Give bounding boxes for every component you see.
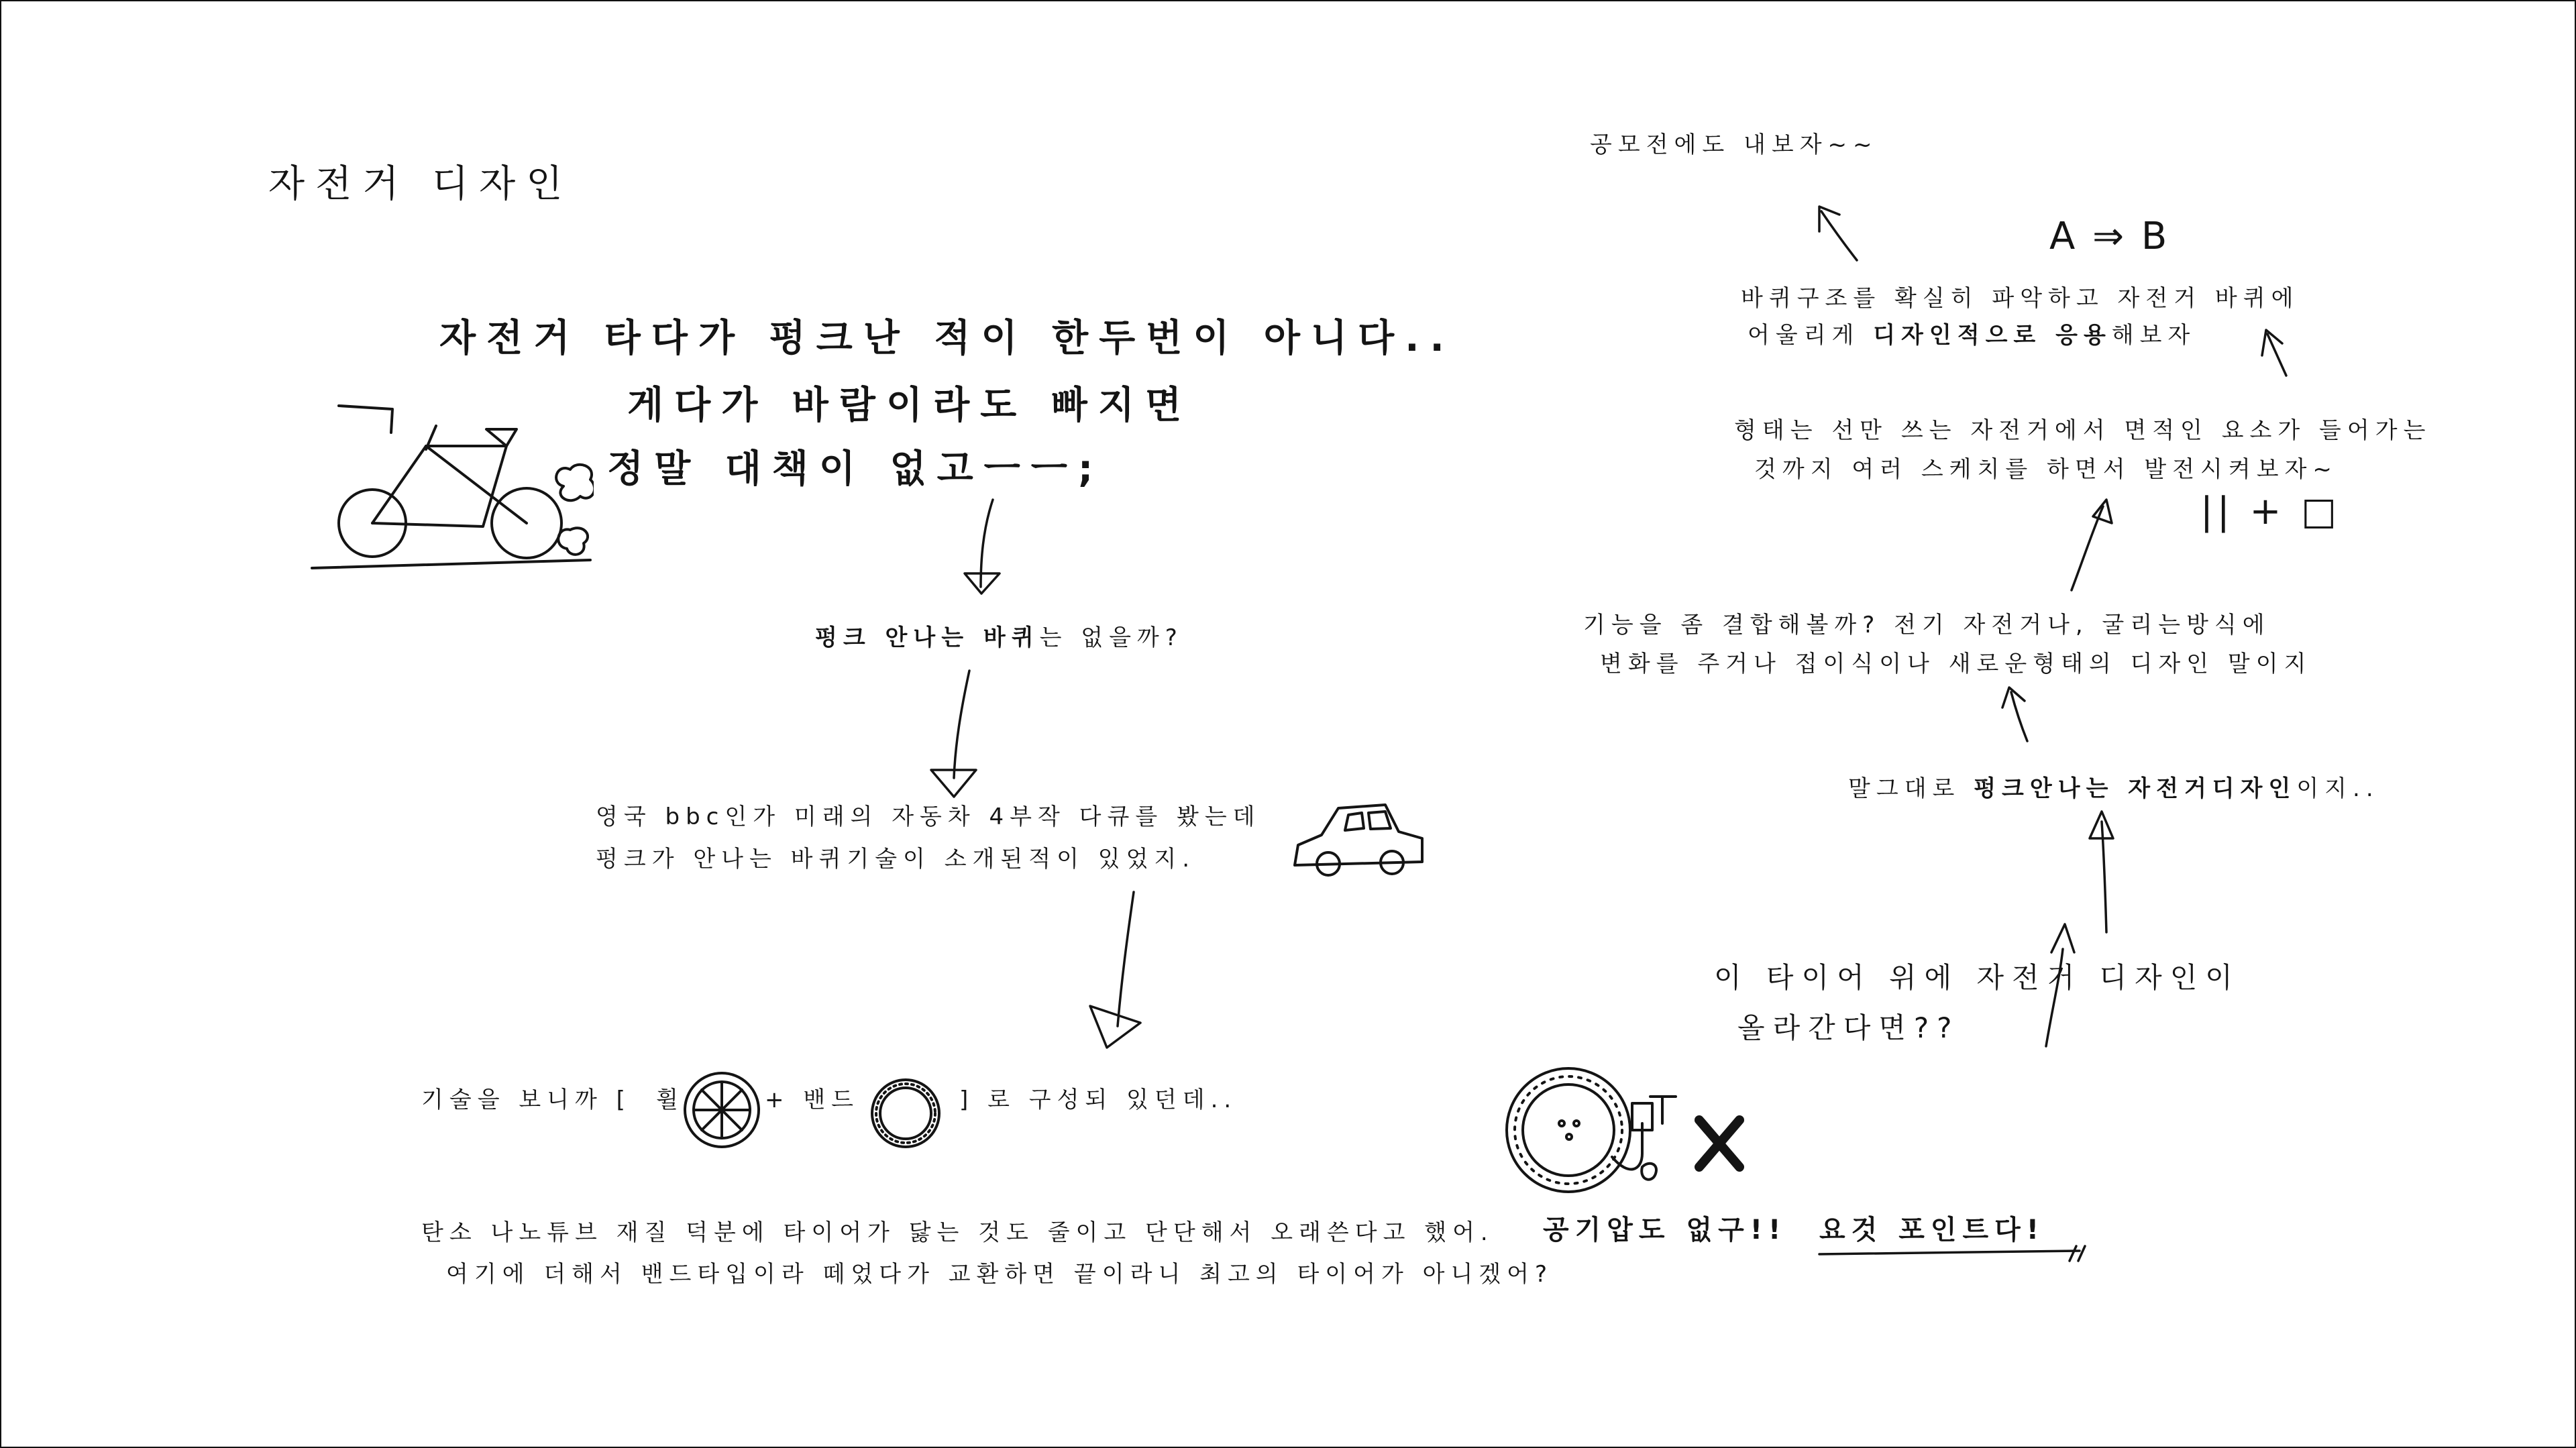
tech-wheel-label: 휠 <box>656 1087 684 1113</box>
tech-plus-band: + 밴드 <box>765 1087 859 1113</box>
intro-line-2: 게다가 바람이라도 빠지면 <box>627 384 1193 427</box>
arrow-function-to-form <box>2002 687 2027 741</box>
documentary-line-1: 영국 bbc인가 미래의 자동차 4부작 다큐를 봤는데 <box>596 803 1261 830</box>
structure-emphasis: 디자인적으로 응용 <box>1873 322 2112 349</box>
arrow-question-to-documentary <box>931 671 976 797</box>
carbon-line-1: 탄소 나노튜브 재질 덕분에 타이어가 닳는 것도 줄이고 단단해서 오래쓴다고 했어. <box>421 1219 1494 1246</box>
structure-suffix: 해보자 <box>2111 322 2196 349</box>
idea-line-2: 올라간다면?? <box>1737 1011 1960 1044</box>
formula-sketch: || + □ <box>2200 490 2341 533</box>
page-title: 자전거 디자인 <box>268 162 574 206</box>
arrow-structure-to-contest <box>1819 207 1857 260</box>
point-text: 요것 포인트다! <box>1819 1215 2045 1245</box>
arrow-documentary-to-tech <box>1090 892 1140 1048</box>
intro-line-1: 자전거 타다가 펑크난 적이 한두번이 아니다.. <box>439 317 1455 360</box>
contest-text: 공모전에도 내보자~~ <box>1590 131 1878 158</box>
car-sketch <box>1291 798 1426 879</box>
literally-prefix: 말그대로 <box>1848 775 1961 802</box>
arrow-literally-to-function <box>2090 812 2113 932</box>
airless-tire-sketch <box>1495 1066 1790 1201</box>
a-to-b-formula: A ⇒ B <box>2049 215 2170 258</box>
wheel-icon <box>682 1070 762 1150</box>
idea-line-1: 이 타이어 위에 자전거 디자인이 <box>1714 961 2241 994</box>
arrow-form-to-structure <box>2072 500 2112 590</box>
question-suffix: 는 없을까? <box>1039 624 1183 651</box>
arrow-ab-tick <box>2262 330 2286 376</box>
point-underline <box>1819 1246 2085 1261</box>
airless-text: 공기압도 없구!! <box>1543 1215 1787 1245</box>
literally-emphasis: 펑크안나는 자전거디자인 <box>1974 775 2297 802</box>
function-line-1: 기능을 좀 결합해볼까? 전기 자전거나, 굴리는방식에 <box>1583 612 2271 638</box>
structure-line-2 <box>1748 317 2196 349</box>
question-text <box>815 619 1183 652</box>
intro-line-3: 정말 대책이 없고ㅡㅡ; <box>607 447 1104 491</box>
tech-suffix: ] 로 구성되 있던데.. <box>959 1087 1238 1113</box>
carbon-line-2: 여기에 더해서 밴드타입이라 떼었다가 교환하면 끝이라니 최고의 타이어가 아니겠어? <box>446 1261 1554 1288</box>
structure-line-1: 바퀴구조를 확실히 파악하고 자전거 바퀴에 <box>1741 285 2300 312</box>
documentary-line-2: 펑크가 안나는 바퀴기술이 소개된적이 있었지. <box>596 846 1196 873</box>
band-tire-icon <box>869 1076 943 1150</box>
question-emphasis: 펑크 안나는 바퀴 <box>815 624 1040 651</box>
literally-suffix: 이지.. <box>2296 775 2379 802</box>
form-line-2: 것까지 여러 스케치를 하면서 발전시켜보자~ <box>1754 456 2338 483</box>
arrow-intro-to-question <box>965 500 1000 594</box>
form-line-1: 형태는 선만 쓰는 자전거에서 면적인 요소가 들어가는 <box>1734 417 2432 444</box>
structure-prefix: 어울리게 <box>1748 322 1860 349</box>
bicycle-sketch <box>305 399 594 580</box>
literally-text <box>1848 770 2379 803</box>
tech-prefix: 기술을 보니까 [ <box>421 1087 631 1113</box>
function-line-2: 변화를 주거나 접이식이나 새로운형태의 디자인 말이지 <box>1600 651 2312 677</box>
